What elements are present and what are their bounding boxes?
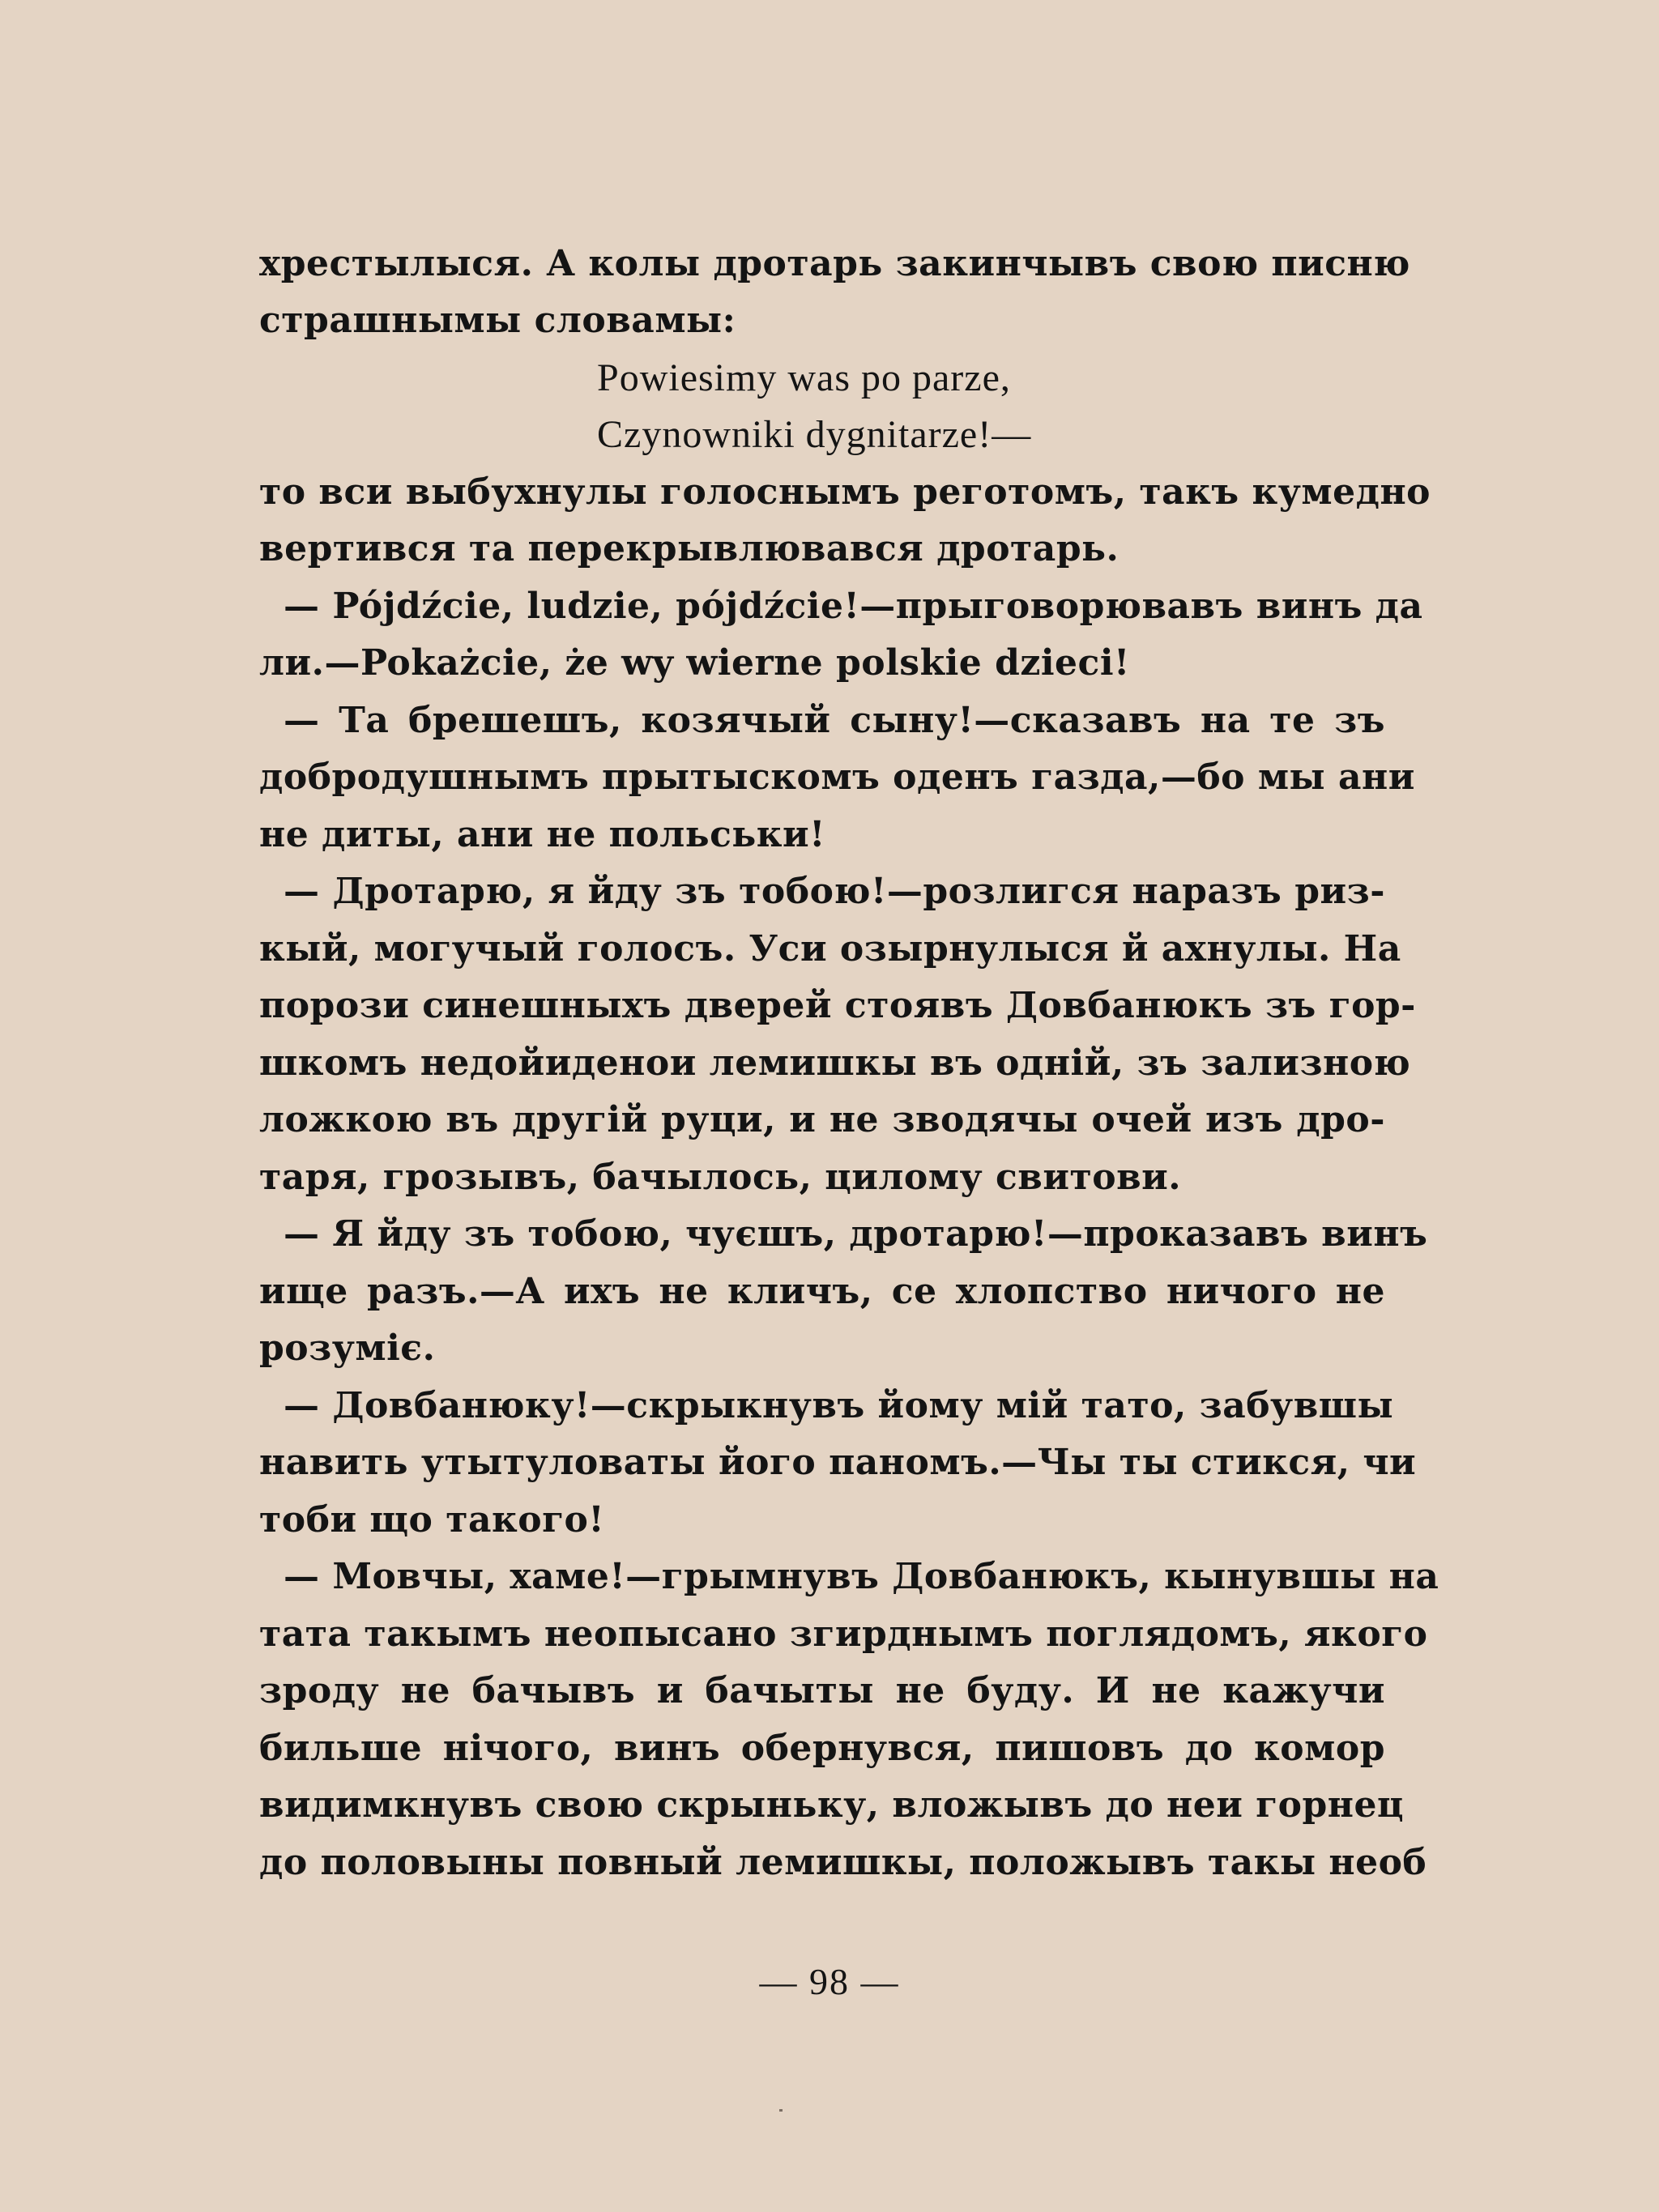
verse-line: Czynowniki dygnitarze!— — [597, 413, 1032, 456]
text-line: не диты, ани не польськи! — [259, 814, 825, 855]
text-line: то вси выбухнулы голоснымъ реготомъ, такъ кумедно — [259, 471, 1431, 513]
text-line: навить утытуловаты його паномъ.—Чы ты стикся, чи — [259, 1442, 1417, 1483]
text-line: — Pójdźcie, ludzie, pójdźcie!—прыговорювавъ винъ да — [284, 586, 1423, 627]
text-line: страшнымы словамы: — [259, 300, 736, 341]
text-line: — Довбанюку!—скрыкнувъ йому мій тато, забувшы — [284, 1385, 1394, 1426]
verse-line: Powiesimy was po parze, — [597, 356, 1011, 399]
text-line: — Та брешешъ, козячый сыну!—сказавъ на те зъ — [284, 700, 1385, 741]
text-line: порози синешныхъ дверей стоявъ Довбанюкъ зъ гор- — [259, 985, 1416, 1026]
text-line: ложкою въ другій руци, и не зводячы очей изъ дро- — [259, 1099, 1385, 1140]
text-line: розуміє. — [259, 1328, 436, 1369]
text-line: до половыны повный лемишкы, положывъ такы необ — [259, 1842, 1427, 1883]
text-line: добродушнымъ прытыскомъ оденъ газда,—бо мы ани — [259, 757, 1415, 798]
text-line: — Мовчы, хаме!—грымнувъ Довбанюкъ, кынувшы на — [284, 1556, 1439, 1597]
text-line: — Дротарю, я йду зъ тобою!—розлигся наразъ риз- — [284, 871, 1385, 912]
scan-speck — [779, 2109, 783, 2112]
text-line: видимкнувъ свою скрыньку, вложывъ до неи горнец — [259, 1784, 1404, 1826]
text-line: тата такымъ неопысано згирднымъ поглядомъ, якого — [259, 1613, 1428, 1655]
text-line: тоби що такого! — [259, 1499, 605, 1541]
text-line: ище разъ.—А ихъ не кличъ, се хлопство ничого не — [259, 1271, 1385, 1312]
text-line: кый, могучый голосъ. Уси озырнулыся й ахнулы. На — [259, 928, 1401, 970]
text-line: — Я йду зъ тобою, чуєшъ, дротарю!—проказавъ винъ — [284, 1213, 1428, 1255]
page-number: — 98 — — [759, 1961, 900, 2002]
text-line: шкомъ недойиденои лемишкы въ одній, зъ зализною — [259, 1042, 1411, 1084]
text-line: таря, грозывъ, бачылось, цилому свитови. — [259, 1157, 1182, 1198]
text-line: хрестылыся. А колы дротарь закинчывъ свою писню — [259, 243, 1410, 284]
text-line: ли.—Pokażcie, że wy wierne polskie dzieci! — [259, 642, 1130, 684]
text-line: вертився та перекрывлювався дротарь. — [259, 528, 1120, 569]
text-line: зроду не бачывъ и бачыты не буду. И не кажучи — [259, 1670, 1385, 1711]
text-line: бильше нічого, винъ обернувся, пишовъ до комор — [259, 1728, 1385, 1769]
